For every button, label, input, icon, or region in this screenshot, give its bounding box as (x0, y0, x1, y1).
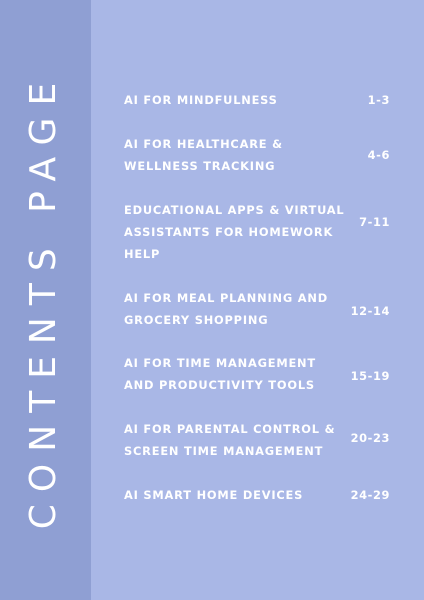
entry-title: AI FOR PARENTAL CONTROL & SCREEN TIME MANAGEMENT (124, 422, 336, 458)
entry-page-range: 7-11 (359, 215, 390, 229)
entry-title: AI FOR MINDFULNESS (124, 93, 278, 107)
entry-title: AI FOR TIME MANAGEMENT AND PRODUCTIVITY TOOLS (124, 356, 316, 392)
entry-page-range: 24-29 (350, 488, 390, 502)
entry-page-range: 12-14 (350, 304, 390, 318)
entry-title: EDUCATIONAL APPS & VIRTUAL ASSISTANTS FOR HOMEWORK HELP (124, 203, 345, 261)
title-sidebar (0, 0, 91, 600)
contents-list (124, 0, 394, 600)
entry-page-range: 15-19 (350, 369, 390, 383)
entry-page-range: 1-3 (367, 93, 390, 107)
entry-title: AI FOR HEALTHCARE & WELLNESS TRACKING (124, 137, 283, 173)
entry-title: AI FOR MEAL PLANNING AND GROCERY SHOPPING (124, 291, 328, 327)
page-title: CONTENTS PAGE (23, 70, 64, 530)
entry-page-range: 4-6 (367, 148, 390, 162)
entry-title: AI SMART HOME DEVICES (124, 488, 304, 502)
entry-page-range: 20-23 (350, 431, 390, 445)
